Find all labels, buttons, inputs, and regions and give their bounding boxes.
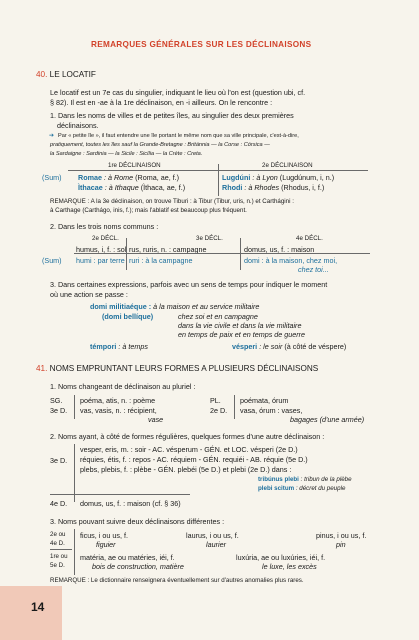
plebiscitum-row xyxy=(258,485,345,492)
vesperi-row xyxy=(232,342,346,351)
point-1-line-2: déclinaisons. xyxy=(57,121,99,130)
vesperi-translation: : le soir xyxy=(259,342,283,351)
sum-label-2: (Sum) xyxy=(42,256,62,265)
romae: Romae xyxy=(78,173,102,182)
decl2-header: 2e DÉCLINAISON xyxy=(262,162,313,169)
d2-header: 2e DÉCL. xyxy=(92,235,119,242)
intro-line-2: § 82). Il est en -ae à la 1re déclinaison, en -i ailleurs. On le rencontre : xyxy=(50,98,273,107)
s41-point-1: 1. Noms changeant de déclinaison au pluriel : xyxy=(50,382,196,391)
table-divider xyxy=(218,164,219,196)
ithacae-paren: (Ìthaca, ae, f.) xyxy=(140,183,186,192)
materia-tr: bois de construction, matière xyxy=(92,562,184,571)
point-2: 2. Dans les trois noms communs : xyxy=(50,222,159,231)
section-number: 41. xyxy=(36,364,48,373)
pinus: pinus, i ou us, f. xyxy=(316,531,367,540)
poema-sg: poéma, atis, n. : poème xyxy=(80,396,156,405)
point-3-line-1: 3. Dans certaines expressions, parfois avec un sens de temps pour indiquer le moment xyxy=(50,280,328,289)
rule-4d xyxy=(50,494,190,495)
vesperi-paren: (à côté de véspere) xyxy=(284,342,347,351)
divider-2 xyxy=(240,238,241,270)
rule-2 xyxy=(74,253,370,254)
rhodi-paren: (Rhodus, i, f.) xyxy=(281,183,325,192)
rhodi-translation: : à Rhodes xyxy=(244,183,280,192)
ficus-tr: figuier xyxy=(96,540,116,549)
lugduni: Lugdúni xyxy=(222,173,251,182)
rhodi: Rhodi xyxy=(222,183,243,192)
domi-militiaeque: domi militiaéque : xyxy=(90,302,152,311)
romae-paren: (Roma, ae, f.) xyxy=(135,173,180,182)
domi-militiaeque-row xyxy=(90,302,259,311)
section-title: LE LOCATIF xyxy=(49,70,96,79)
requies: réquies, étis, f. : repos - AC. réquiem - GÉN. requiéi - AB. réquie (5e D.) xyxy=(80,455,308,464)
tempori: témpori xyxy=(90,342,117,351)
ruri: ruri : à la campagne xyxy=(129,256,193,265)
ithacae: Ìthacae xyxy=(78,183,103,192)
romae-row xyxy=(78,173,179,182)
humi: humi : par terre xyxy=(76,256,125,265)
remarque-line-1: REMARQUE : A la 3e déclinaison, on trouve Tiburi : à Tibur (Tibur, uris, n.) et Carthágini : xyxy=(50,198,294,205)
vasa-pl-2: bagages (d'une armée) xyxy=(290,415,365,424)
s41-remarque: REMARQUE : Le dictionnaire renseignera éventuellement sur d'autres anomalies plus rares. xyxy=(50,577,304,584)
s41-point-3: 3. Noms pouvant suivre deux déclinaisons différentes : xyxy=(50,517,225,526)
divider-pl xyxy=(234,395,235,419)
ithacae-translation: : à Ithaque xyxy=(104,183,139,192)
d3-header: 3e DÉCL. xyxy=(196,235,223,242)
section-number: 40. xyxy=(36,70,48,79)
laurus-tr: laurier xyxy=(206,540,226,549)
note-line-3: la Sardaigne : Sardinia — la Sicile : Sicília — la Crète : Creta. xyxy=(50,151,203,157)
arrow-icon: ➔ xyxy=(49,132,55,139)
plebs: plebs, plebis, f. : plèbe - GÉN. plebéi (5e D.) et plebi (2e D.) dans : xyxy=(80,465,292,474)
humus: humus, i, f. : sol xyxy=(76,245,127,254)
d2-label: 2e D. xyxy=(210,406,228,415)
section-40-heading xyxy=(36,70,96,79)
tribunus-row xyxy=(258,476,352,483)
d3b-label: 3e D. xyxy=(50,456,68,465)
page-title: REMARQUES GÉNÉRALES SUR LES DÉCLINAISONS xyxy=(91,40,312,49)
materia: matéria, ae ou matéries, iéi, f. xyxy=(80,553,175,562)
divider-3-left xyxy=(74,529,75,575)
tribunus: tribúnus plebi xyxy=(258,476,299,483)
expl-1: chez soi et en campagne xyxy=(178,312,258,321)
s41-point-2: 2. Noms ayant, à côté de formes régulières, quelques formes d'une autre déclinaison : xyxy=(50,432,325,441)
ficus: ficus, i ou us, f. xyxy=(80,531,128,540)
vas-sg: vas, vasis, n. : récipient, xyxy=(80,406,157,415)
lugduni-row xyxy=(222,173,334,182)
pl-label: PL. xyxy=(210,396,221,405)
page-number: 14 xyxy=(31,600,45,614)
domi: domi : à la maison, chez moi, xyxy=(244,256,338,265)
point-3-line-2: où une action se passe : xyxy=(50,290,128,299)
vas-sg-2: vase xyxy=(148,415,164,424)
domus-ref: domus, us, f. : maison (cf. § 36) xyxy=(80,499,181,508)
romae-translation: : à Rome xyxy=(103,173,134,182)
note-line-1: Par « petite île », il faut entendre une île portant le même nom que sa ville principale, c'est-à-dire, xyxy=(58,133,299,139)
decl1-header: 1re DÉCLINAISON xyxy=(108,162,161,169)
tribunus-translation: : tribun de la plèbe xyxy=(300,476,352,483)
luxuria-tr: le luxe, les excès xyxy=(262,562,317,571)
plebiscitum-translation: : décret du peuple xyxy=(295,485,346,492)
lugduni-translation: : à Lyon xyxy=(252,173,278,182)
d4c-label: 4e D. xyxy=(50,540,65,547)
divider-1 xyxy=(126,238,127,270)
domus-4: domus, us, f. : maison xyxy=(244,245,315,254)
vasa-pl: vasa, órum : vases, xyxy=(240,406,303,415)
ithacae-row xyxy=(78,183,185,192)
rus: rus, ruris, n. : campagne xyxy=(129,245,207,254)
pinus-tr: pin xyxy=(336,540,346,549)
rule-d xyxy=(50,549,72,550)
luxuria: luxúria, ae ou luxúries, iéi, f. xyxy=(236,553,326,562)
laurus: laurus, i ou us, f. xyxy=(186,531,239,540)
point-1-line-1: 1. Dans les noms de villes et de petites îles, au singulier des deux premières xyxy=(50,111,294,120)
vesper: vesper, eris, m. : soir - AC. vésperum - GÉN. et LOC. vésperi (2e D.) xyxy=(80,445,298,454)
domi-bellique: (domi bellíque) xyxy=(102,312,154,321)
d4b-label: 4e D. xyxy=(50,499,68,508)
sum-label: (Sum) xyxy=(42,173,62,182)
poema-pl: poémata, órum xyxy=(240,396,289,405)
domi-militiaeque-translation: à la maison et au service militaire xyxy=(153,302,260,311)
section-41-heading xyxy=(36,364,318,373)
remarque-line-2: à Carthage (Carthágo, inis, f.); mais l'ablatif est beaucoup plus fréquent. xyxy=(50,207,247,214)
d5-label: 5e D. xyxy=(50,562,65,569)
note-line-2: pratiquement, toutes les îles sauf la Grande-Bretagne : Británnia — la Corse : Córsica — xyxy=(50,142,270,148)
domi-2: chez toi... xyxy=(298,265,329,274)
divider-sg xyxy=(74,395,75,419)
plebiscitum: plebi scitum xyxy=(258,485,295,492)
expl-2: dans la vie civile et dans la vie militaire xyxy=(178,321,302,330)
d2-or-label: 2e ou xyxy=(50,531,66,538)
d3-label: 3e D. xyxy=(50,406,68,415)
intro-line-1: Le locatif est un 7e cas du singulier, indiquant le lieu où l'on est (question ubi, cf. xyxy=(50,88,306,97)
section-title: NOMS EMPRUNTANT LEURS FORMES A PLUSIEURS DÉCLINAISONS xyxy=(49,364,319,373)
sg-label: SG. xyxy=(50,396,63,405)
d4-header: 4e DÉCL. xyxy=(296,235,323,242)
vesperi: vésperi xyxy=(232,342,258,351)
tempori-row xyxy=(90,342,148,351)
d1-or-label: 1re ou xyxy=(50,553,68,560)
expl-3: en temps de paix et en temps de guerre xyxy=(178,330,306,339)
lugduni-paren: (Lugdúnum, i, n.) xyxy=(279,173,335,182)
tempori-translation: : à temps xyxy=(118,342,148,351)
rhodi-row xyxy=(222,183,324,192)
